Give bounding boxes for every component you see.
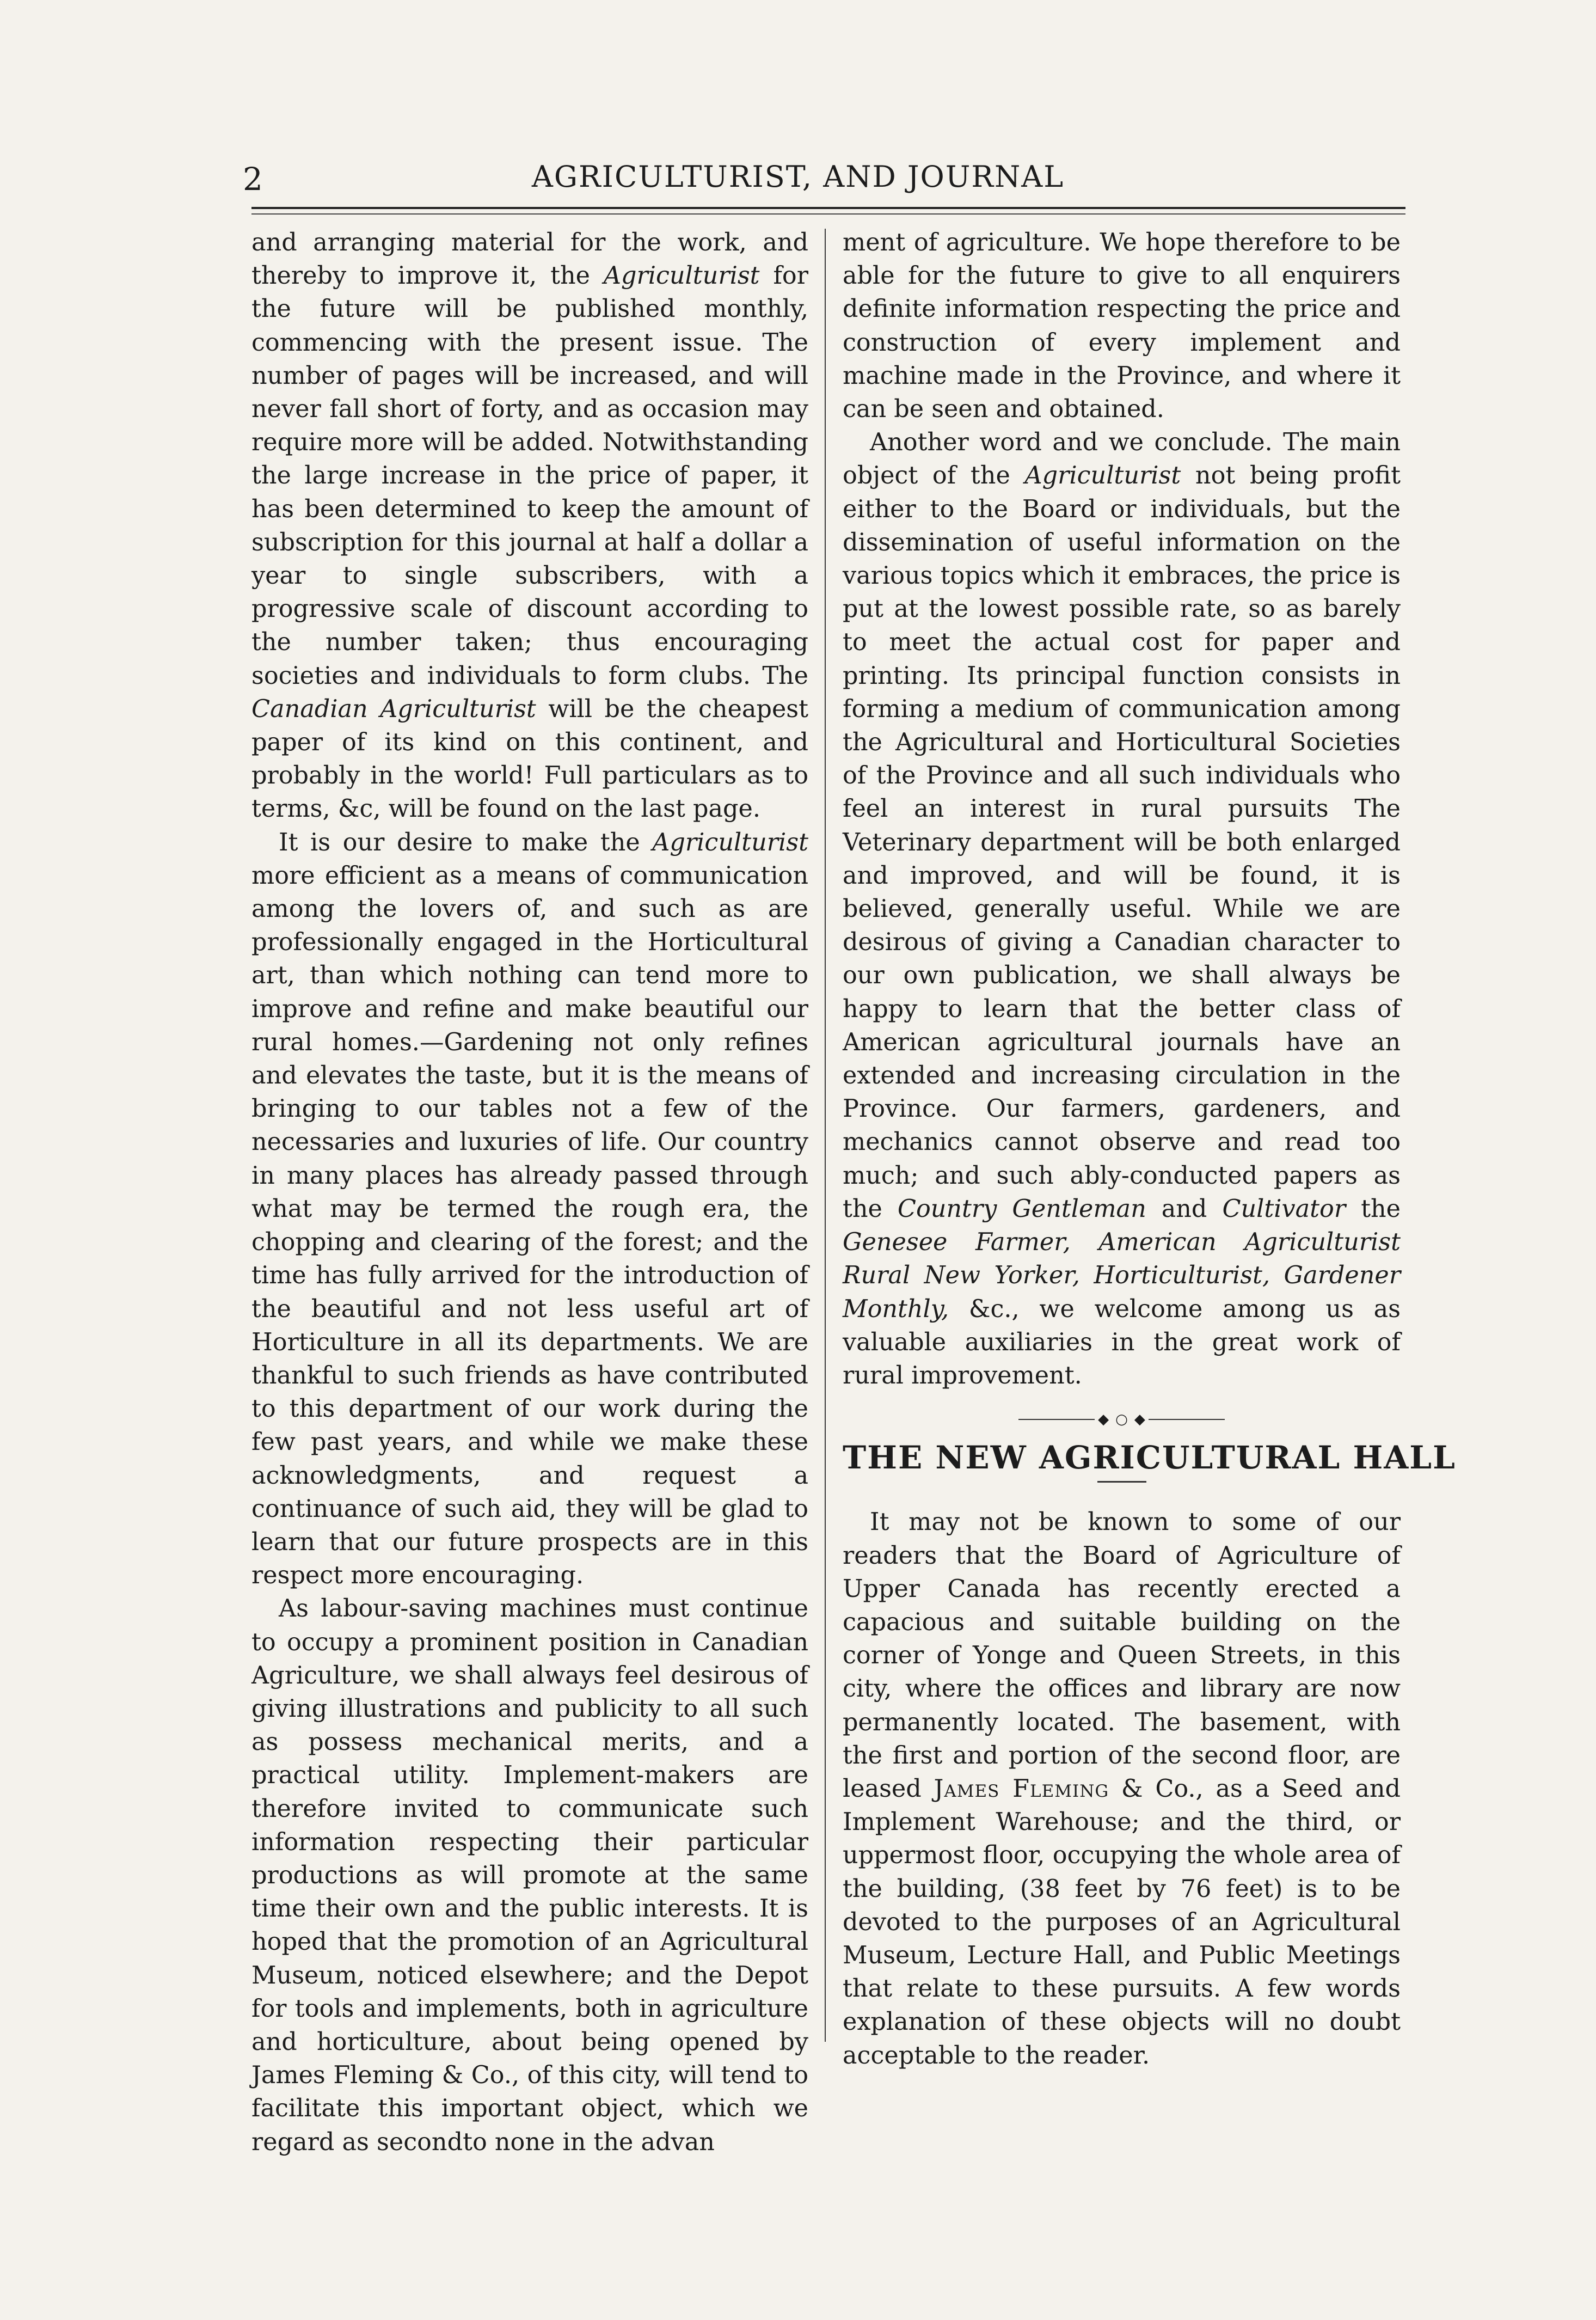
page-number: 2 [243,161,263,198]
left-column [251,226,808,2159]
paragraph-text: Another word and we conclude. The main object of the [843,429,1401,490]
paragraph-text: and [1146,1195,1223,1223]
ornament-diamond-icon: ◆ [1098,1411,1109,1428]
paragraph-text: ment of agriculture. We hope therefore to be able for the future to give to all enquirers definite information respecting the price and construction of every implement and machine made in the Province, and where it can be seen and obtained. [843,229,1401,424]
header-rule-thick [251,207,1405,209]
title-rule [1097,1481,1146,1483]
company-name: James Fleming [934,1774,1109,1803]
ornament-line [1149,1419,1225,1420]
paragraph-text: for the future will be published monthly, commencing with the present issue. The number of pages will be increased, and will never fall short of forty, and as occasion may require more will be added. Notwithstanding the large increase in the price of paper, it has been determined to keep the amount of subscription for this journal at half a dollar a year to single subscribers, with a progressive scale of discount according to the number taken; thus encouraging societies and individuals to form clubs. The [251,262,808,690]
section-ornament [843,1409,1401,1430]
paragraph [251,226,808,826]
paragraph-text: not being profit either to the Board or individuals, but the dissemination of useful information on the various topics which it embraces, the price is put at the lowest possible rate, so as barely to meet the actual cost for paper and printing. Its principal function consists in forming a medium of communication among the Agricultural and Horticultural Societies of the Province and all such individuals who feel an interest in rural pursuits The Veterinary department will be both enlarged and improved, and will be found, it is believed, generally useful. While we are desirous of giving a Canadian character to our own publication, we shall always be happy to learn that the better class of American agricultural journals have an extended and increasing circulation in the Province. Our farmers, gardeners, and mechanics cannot observe and read too much; and such ably-conducted papers as the [843,462,1401,1223]
publication-title: Agriculturist [603,262,760,290]
paragraph-text: the [1346,1195,1401,1223]
paragraph [251,826,808,1593]
paragraph-text: &c., we welcome among us as valuable auxiliaries in the great work of rural improvement. [843,1295,1401,1389]
paragraph [843,226,1401,426]
publication-title: Cultivator [1222,1195,1346,1223]
paragraph [251,1592,808,2158]
paragraph-text: and arranging material for the work, and thereby to improve it, the [251,229,808,290]
paragraph-text: As labour-saving machines must continue to occupy a prominent position in Canadian Agriculture, we shall always feel desirous of giving illustrations and publicity to all such as possess mechanical merits, and a practical utility. Implement-makers are therefore invited to communicate such information respecting their particular productions as will promote at the same time their own and the public interests. It is hoped that the promotion of an Agricultural Museum, noticed elsewhere; and the Depot for tools and implements, both in agriculture and horticulture, about being opened by James Fleming & Co., of this city, will tend to facilitate this important object, which we regard as secondto none in the advan [251,1595,808,2156]
paragraph-text: & Co., as a Seed and Implement Warehouse; and the third, or uppermost floor, occupying the whole area of the building, (38 feet by 76 feet) is to be devoted to the purposes of an Agricultural Museum, Lecture Hall, and Public Meetings that relate to these pursuits. A few words explanation of these objects will no doubt acceptable to the reader. [843,1774,1401,2070]
publication-title: Agriculturist [652,828,808,856]
section-title: THE NEW AGRICULTURAL HALL [843,1439,1456,1477]
right-column [843,226,1456,2072]
publication-title: Genesee Farmer, American Agriculturist Rural New Yorker, Horticulturist, Gardener Monthly, [843,1228,1401,1323]
paragraph-text: more efficient as a means of communication among the lovers of, and such as are professionally engaged in the Horticultural art, than which nothing can tend more to improve and refine and make beautiful our rural homes.—Gardening not only refines and elevates the taste, but it is the means of bringing to our tables not a few of the necessaries and luxuries of life. Our country in many places has already passed through what may be termed the rough era, the chopping and clearing of the forest; and the time has fully arrived for the introduction of the beautiful and not less useful art of Horticulture in all its departments. We are thankful to such friends as have contributed to this department of our work during the few past years, and while we make these acknowledgments, and request a continuance of such aid, they will be glad to learn that our future prospects are in this respect more encouraging. [251,861,808,1590]
paragraph-text: It may not be known to some of our readers that the Board of Agriculture of Upper Canada has recently erected a capacious and suitable building on the corner of Yonge and Queen Streets, in this city, where the offices and library are now permanently located. The basement, with the first and portion of the second floor, are leased [843,1508,1401,1803]
paragraph-text: will be the cheapest paper of its kind on this continent, and probably in the world! Full particulars as to terms, &c, will be found on the last page. [251,695,808,823]
paragraph [843,426,1401,1392]
ornament-circle-icon: ○ [1115,1411,1128,1428]
column-divider [825,229,826,2042]
publication-title: Agriculturist [1024,462,1181,490]
header-rule-thin [251,213,1405,215]
running-title: AGRICULTURIST, AND JOURNAL [531,160,1065,194]
publication-title: Country Gentleman [897,1195,1146,1223]
paragraph [843,1505,1401,2072]
ornament-diamond-icon: ◆ [1134,1411,1145,1428]
ornament-line [1018,1419,1095,1420]
paragraph-text: It is our desire to make the [279,828,653,856]
publication-title: Canadian Agriculturist [251,695,536,723]
